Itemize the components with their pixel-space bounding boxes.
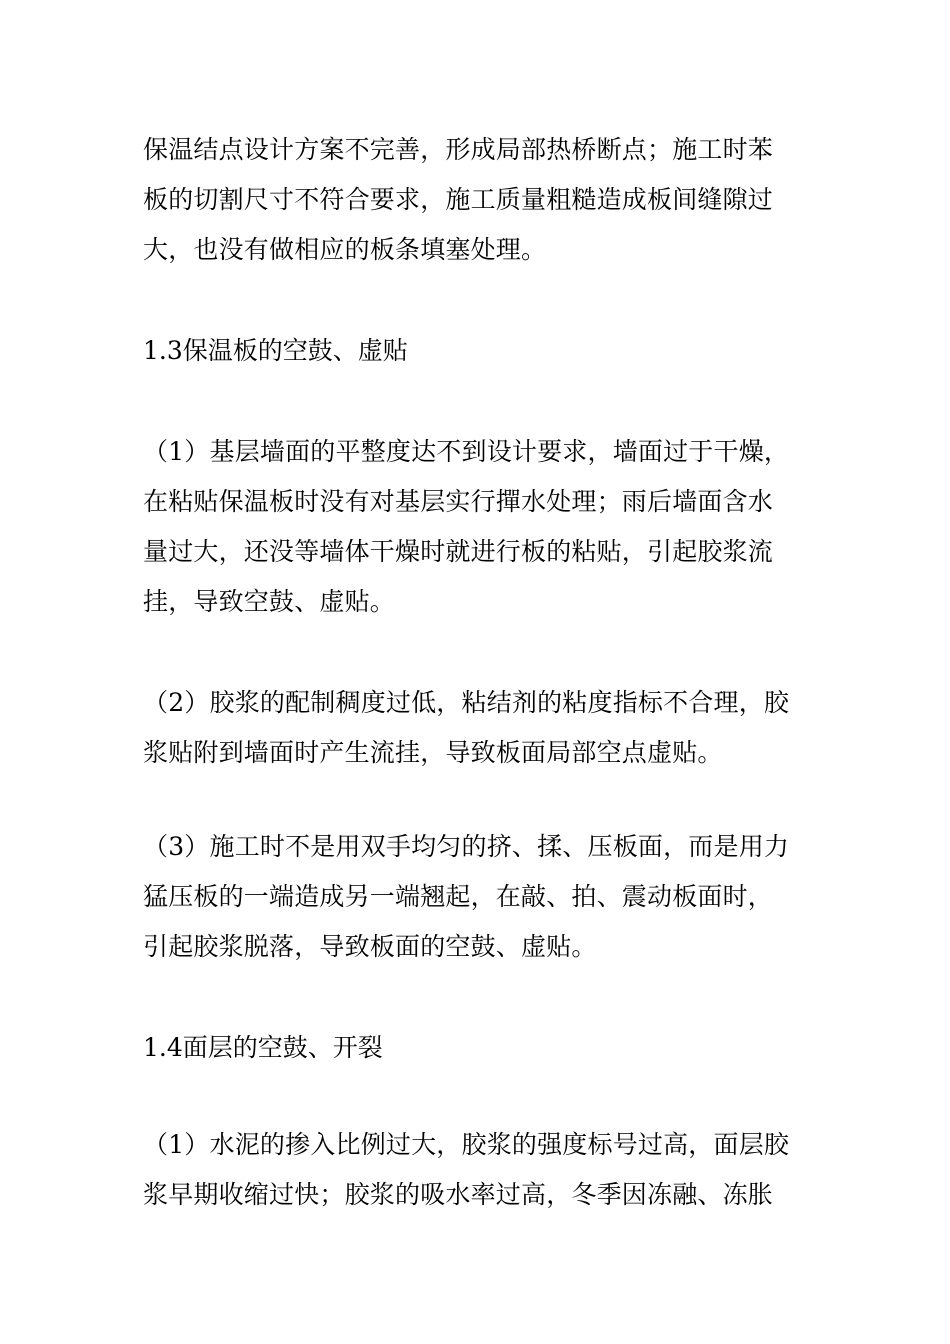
section-heading-1-3: 1.3保温板的空鼓、虚贴 [143, 336, 408, 365]
paragraph-4-line-2: 猛压板的一端造成另一端翘起，在敲、拍、震动板面时， [143, 882, 774, 911]
paragraph-4-line-3: 引起胶浆脱落，导致板面的空鼓、虚贴。 [143, 932, 597, 961]
paragraph-2-line-1: （1）基层墙面的平整度达不到设计要求，墙面过于干燥， [143, 437, 790, 466]
paragraph-2-line-4: 挂，导致空鼓、虚贴。 [143, 587, 396, 616]
paragraph-2-line-2: 在粘贴保温板时没有对基层实行撣水处理；雨后墙面含水 [143, 487, 774, 516]
paragraph-4-line-1: （3）施工时不是用双手均匀的挤、揉、压板面，而是用力 [143, 832, 790, 861]
paragraph-1-line-2: 板的切割尺寸不符合要求，施工质量粗糙造成板间缝隙过 [143, 185, 774, 214]
paragraph-3-line-1: （2）胶浆的配制稠度过低，粘结剂的粘度指标不合理，胶 [143, 688, 790, 717]
paragraph-5-line-2: 浆早期收缩过快；胶浆的吸水率过高，冬季因冻融、冻胀 [143, 1180, 774, 1209]
section-heading-1-4: 1.4面层的空鼓、开裂 [143, 1033, 383, 1062]
paragraph-1-line-3: 大，也没有做相应的板条填塞处理。 [143, 235, 547, 264]
paragraph-3-line-2: 浆贴附到墙面时产生流挂，导致板面局部空点虚贴。 [143, 738, 723, 767]
paragraph-1-line-1: 保温结点设计方案不完善，形成局部热桥断点；施工时苯 [143, 135, 774, 164]
paragraph-2-line-3: 量过大，还没等墙体干燥时就进行板的粘贴，引起胶浆流 [143, 537, 774, 566]
paragraph-5-line-1: （1）水泥的掺入比例过大，胶浆的强度标号过高，面层胶 [143, 1130, 790, 1159]
